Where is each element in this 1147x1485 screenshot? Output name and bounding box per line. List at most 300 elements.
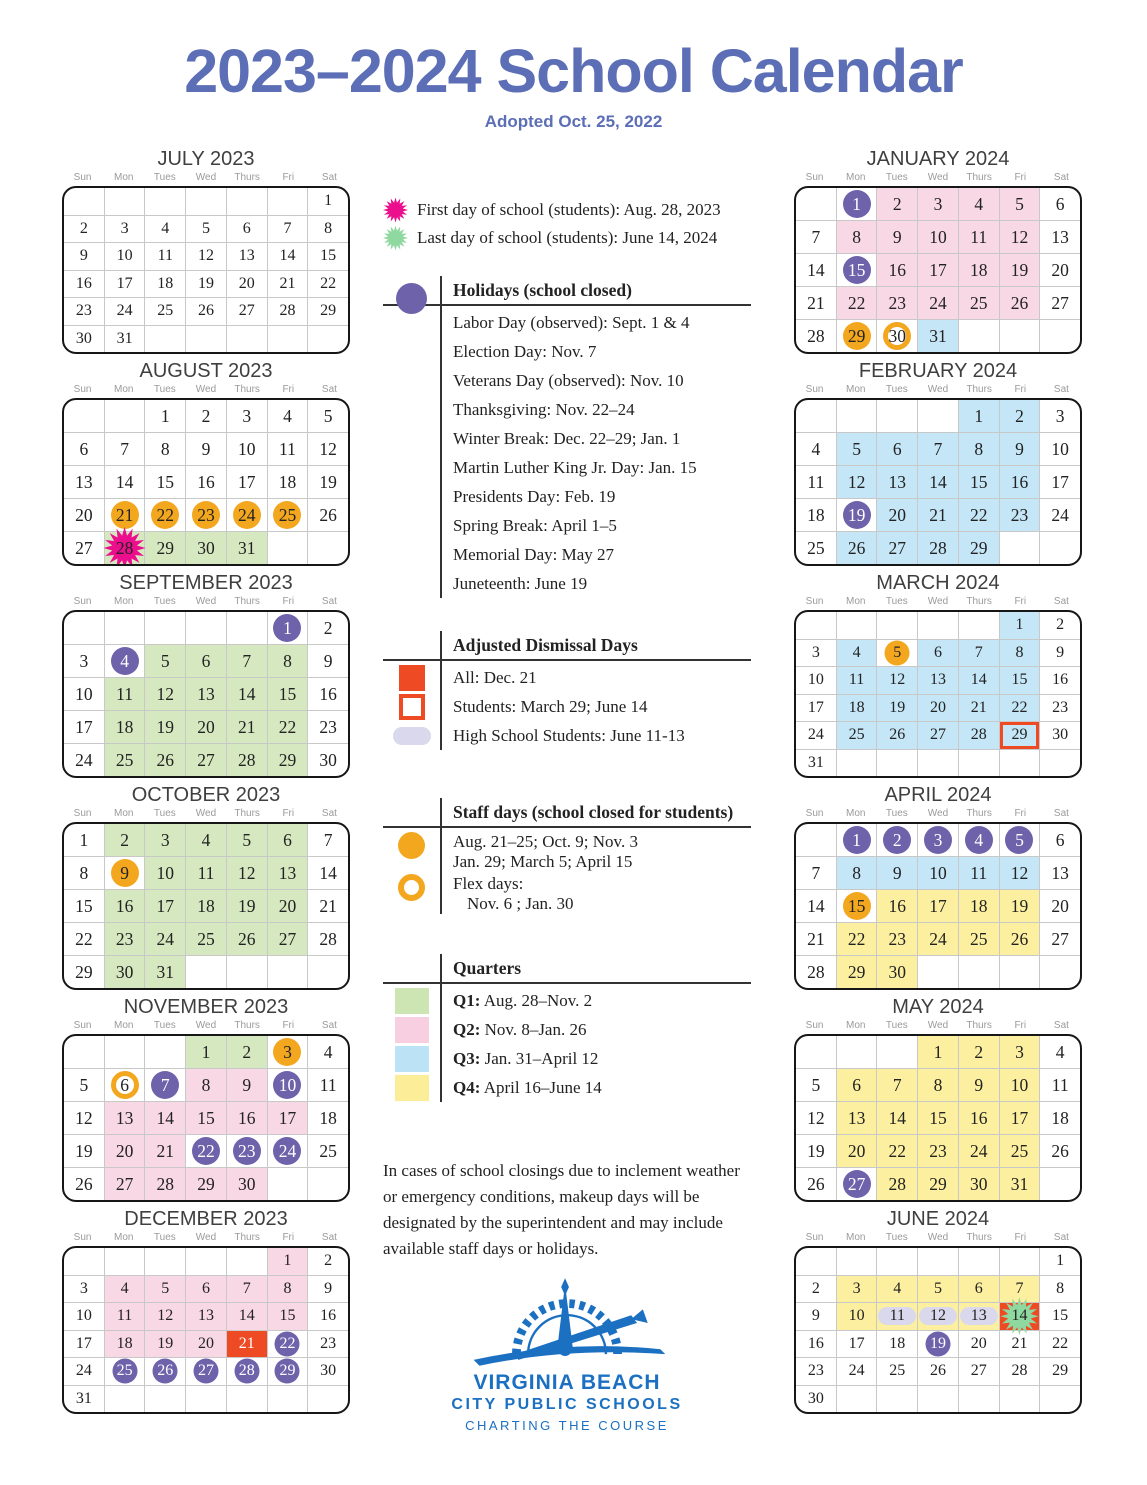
day-number: 8 (324, 219, 333, 237)
day-cell (999, 1102, 1040, 1134)
day-number: 27 (847, 1173, 866, 1194)
week-row (64, 215, 348, 243)
weekday-label: Thurs (234, 384, 260, 395)
day-cell (144, 1135, 185, 1167)
day-cell (836, 254, 877, 286)
weekday-label: Sat (1053, 172, 1069, 183)
legend-column (383, 196, 751, 1435)
month-title: FEBRUARY 2024 (858, 360, 1018, 382)
day-cell (267, 956, 308, 988)
day-number: 17 (929, 259, 947, 280)
day-cell (64, 612, 104, 644)
day-number: 22 (278, 716, 297, 737)
day-cell (144, 400, 185, 432)
day-cell (185, 1135, 226, 1167)
day-cell (144, 1276, 185, 1303)
day-number: 18 (969, 259, 988, 280)
day-cell (917, 320, 958, 352)
day-cell (144, 216, 185, 243)
day-cell (307, 271, 348, 298)
week-row (796, 498, 1080, 531)
day-number: 27 (970, 1362, 987, 1380)
day-cell (267, 678, 308, 710)
section-vertical-rule (440, 954, 442, 1102)
day-cell (267, 466, 308, 498)
day-cell (267, 1248, 308, 1275)
day-number: 20 (1051, 895, 1069, 916)
week-row (796, 666, 1080, 694)
day-number: 1 (324, 192, 333, 210)
day-cell (796, 400, 836, 432)
day-cell (917, 466, 958, 498)
day-number: 17 (1010, 1107, 1029, 1128)
day-cell (958, 1135, 999, 1167)
day-number: 9 (974, 1074, 984, 1095)
day-number: 14 (1011, 1307, 1028, 1325)
day-cell (836, 466, 877, 498)
day-number: 25 (115, 749, 134, 770)
day-cell (104, 1276, 145, 1303)
day-number: 4 (323, 1041, 333, 1062)
day-cell (876, 956, 917, 988)
day-cell (999, 1135, 1040, 1167)
weekday-label: Sun (805, 596, 824, 607)
day-cell (999, 824, 1040, 856)
day-cell (796, 667, 836, 694)
day-number: 18 (278, 471, 297, 492)
day-number: 3 (160, 829, 170, 850)
weekday-label: Mon (113, 596, 134, 607)
day-cell (836, 1303, 877, 1330)
day-number: 13 (238, 247, 255, 265)
day-cell (917, 1331, 958, 1358)
day-cell (958, 433, 999, 465)
weekday-label: Wed (927, 384, 949, 395)
weekday-label: Sun (73, 808, 92, 819)
day-number: 6 (120, 1074, 129, 1095)
day-number: 17 (929, 895, 947, 916)
holiday-item-label: Spring Break: April 1–5 (453, 515, 617, 535)
day-cell (796, 640, 836, 667)
week-row (796, 889, 1080, 922)
quarter-label: Q1: Aug. 28–Nov. 2 (453, 990, 593, 1010)
day-number: 4 (201, 829, 211, 850)
day-number: 14 (807, 895, 825, 916)
day-number: 22 (156, 504, 175, 525)
day-cell (144, 326, 185, 353)
day-number: 14 (238, 1307, 255, 1325)
day-cell (64, 1331, 104, 1358)
week-row (64, 270, 348, 298)
day-number: 28 (237, 749, 256, 770)
adjusted-dismissal-all-square-icon (399, 665, 425, 691)
adjusted-dismissal-header: Adjusted Dismissal Days (453, 634, 638, 655)
day-cell (104, 1303, 145, 1330)
flex-days-label: Flex days: (453, 874, 524, 893)
day-cell (796, 722, 836, 749)
day-number: 11 (157, 247, 173, 265)
day-number: 1 (1056, 1252, 1065, 1270)
month-grid (794, 822, 1082, 990)
day-number: 24 (807, 726, 824, 744)
day-number: 16 (1052, 671, 1069, 689)
day-cell (267, 824, 308, 856)
day-cell (836, 1386, 877, 1413)
day-cell (64, 711, 104, 743)
day-cell (226, 433, 267, 465)
day-cell (104, 824, 145, 856)
weekday-label: Mon (845, 1020, 866, 1031)
day-cell (876, 824, 917, 856)
day-number: 4 (852, 643, 861, 661)
month-may-2024 (794, 996, 1082, 1208)
week-row (64, 824, 348, 856)
day-number: 14 (156, 1107, 175, 1128)
weekday-label: Sat (1053, 1232, 1069, 1243)
day-number: 24 (929, 928, 947, 949)
day-cell (144, 923, 185, 955)
day-cell (104, 466, 145, 498)
day-cell (185, 433, 226, 465)
day-number: 9 (79, 247, 88, 265)
day-number: 3 (242, 405, 252, 426)
day-cell (1039, 890, 1080, 922)
weekday-label: Fri (282, 172, 295, 183)
day-cell (185, 271, 226, 298)
day-cell (144, 1331, 185, 1358)
month-title: JANUARY 2024 (866, 148, 1010, 170)
day-number: 7 (283, 219, 292, 237)
day-cell (999, 1331, 1040, 1358)
day-number: 1 (160, 405, 170, 426)
day-cell (836, 400, 877, 432)
weekday-label: Fri (1014, 1232, 1027, 1243)
day-cell (876, 1331, 917, 1358)
day-cell (226, 466, 267, 498)
holiday-item (383, 366, 751, 395)
day-number: 24 (156, 928, 175, 949)
weekday-label: Wed (195, 384, 217, 395)
day-cell (267, 1331, 308, 1358)
day-cell (958, 923, 999, 955)
day-cell (144, 243, 185, 270)
day-number: 19 (319, 471, 337, 492)
weekday-label: Mon (113, 172, 134, 183)
day-cell (917, 221, 958, 253)
week-row (796, 1330, 1080, 1358)
day-cell (836, 890, 877, 922)
day-cell (1039, 640, 1080, 667)
last-day-legend (383, 224, 751, 252)
day-cell (958, 1358, 999, 1385)
day-cell (64, 1135, 104, 1167)
day-cell (917, 857, 958, 889)
day-number: 30 (888, 325, 907, 346)
day-cell (917, 890, 958, 922)
day-number: 29 (197, 1173, 215, 1194)
day-cell (917, 722, 958, 749)
day-number: 29 (929, 1173, 947, 1194)
day-cell (876, 612, 917, 639)
day-cell (185, 711, 226, 743)
day-cell (1039, 750, 1080, 777)
hs-students-pill-icon (393, 727, 431, 745)
day-cell (185, 326, 226, 353)
day-cell (144, 1102, 185, 1134)
day-number: 10 (929, 862, 947, 883)
day-cell (999, 221, 1040, 253)
day-cell (958, 1248, 999, 1275)
day-cell (836, 956, 877, 988)
day-cell (185, 466, 226, 498)
day-number: 6 (283, 829, 292, 850)
day-number: 22 (847, 292, 866, 313)
day-number: 3 (79, 1279, 88, 1297)
day-cell (958, 499, 999, 531)
day-cell (999, 667, 1040, 694)
day-cell (267, 243, 308, 270)
weekday-label: Tues (153, 596, 176, 607)
day-number: 15 (1011, 671, 1028, 689)
weekday-label: Thurs (966, 1020, 992, 1031)
day-cell (267, 400, 308, 432)
day-cell (104, 216, 145, 243)
day-cell (917, 956, 958, 988)
day-number: 20 (1051, 259, 1069, 280)
weekday-label: Sun (805, 384, 824, 395)
day-cell (185, 923, 226, 955)
day-number: 2 (811, 1279, 820, 1297)
day-number: 29 (969, 537, 988, 558)
week-row (796, 1036, 1080, 1068)
day-cell (104, 744, 145, 776)
weekday-label: Thurs (234, 1020, 260, 1031)
day-cell (226, 1135, 267, 1167)
day-number: 27 (115, 1173, 134, 1194)
day-number: 8 (852, 226, 861, 247)
day-cell (1039, 857, 1080, 889)
day-number: 27 (198, 1362, 215, 1380)
day-number: 15 (1052, 1307, 1069, 1325)
day-cell (999, 956, 1040, 988)
day-number: 17 (1051, 471, 1069, 492)
day-cell (144, 1248, 185, 1275)
day-number: 11 (279, 438, 296, 459)
day-number: 12 (1010, 862, 1029, 883)
day-cell (796, 1168, 836, 1200)
day-number: 2 (201, 405, 211, 426)
week-row (796, 1068, 1080, 1101)
day-cell (958, 1168, 999, 1200)
day-cell (917, 1358, 958, 1385)
day-cell (226, 499, 267, 531)
day-number: 7 (892, 1074, 902, 1095)
weekday-label: Mon (845, 596, 866, 607)
day-cell (144, 466, 185, 498)
day-cell (267, 1036, 308, 1068)
day-cell (999, 1386, 1040, 1413)
day-number: 21 (115, 504, 134, 525)
day-cell (796, 1358, 836, 1385)
day-number: 17 (75, 716, 93, 737)
day-cell (876, 890, 917, 922)
day-number: 11 (116, 683, 133, 704)
weekday-label: Fri (282, 1020, 295, 1031)
day-number: 14 (929, 471, 947, 492)
day-cell (958, 1386, 999, 1413)
day-number: 28 (279, 302, 296, 320)
weekday-label: Thurs (234, 1232, 260, 1243)
week-row (64, 242, 348, 270)
day-number: 18 (807, 504, 825, 525)
day-cell (226, 1248, 267, 1275)
day-number: 19 (156, 716, 175, 737)
staff-days-section (383, 798, 751, 914)
day-cell (64, 271, 104, 298)
day-cell (1039, 1069, 1080, 1101)
week-row (796, 286, 1080, 319)
day-cell (836, 320, 877, 352)
day-number: 25 (197, 928, 215, 949)
day-number: 13 (115, 1107, 134, 1128)
week-row (64, 612, 348, 644)
day-number: 9 (120, 862, 129, 883)
day-cell (917, 400, 958, 432)
day-number: 30 (237, 1173, 256, 1194)
day-cell (267, 433, 308, 465)
day-number: 10 (929, 226, 947, 247)
day-number: 27 (238, 302, 255, 320)
day-cell (836, 1276, 877, 1303)
day-cell (836, 923, 877, 955)
inclement-weather-note: In cases of school closings due to inclement weather or emergency conditions, makeup days will be designated by the superintendent and may include available staff days or holidays. (383, 1161, 740, 1258)
day-number: 10 (1010, 1074, 1029, 1095)
day-cell (876, 287, 917, 319)
day-number: 13 (888, 471, 907, 492)
weekday-header (62, 594, 350, 609)
day-cell (958, 695, 999, 722)
day-cell (104, 1386, 145, 1413)
day-cell (226, 645, 267, 677)
week-row (64, 856, 348, 889)
adjusted-dismissal-label: Students: March 29; June 14 (453, 696, 648, 716)
day-cell (796, 433, 836, 465)
day-number: 27 (1051, 928, 1069, 949)
day-number: 8 (852, 862, 861, 883)
day-number: 27 (197, 749, 215, 770)
weekday-header (62, 806, 350, 821)
day-number: 12 (198, 247, 215, 265)
day-cell (917, 1069, 958, 1101)
day-number: 15 (929, 1107, 947, 1128)
day-number: 1 (852, 829, 861, 850)
month-july-2023 (62, 148, 350, 360)
holiday-item-label: Memorial Day: May 27 (453, 544, 614, 564)
day-number: 1 (201, 1041, 211, 1062)
day-cell (1039, 923, 1080, 955)
day-number: 17 (156, 895, 175, 916)
weekday-label: Mon (113, 1020, 134, 1031)
week-row (796, 1167, 1080, 1200)
day-cell (104, 243, 145, 270)
day-cell (1039, 466, 1080, 498)
day-cell (104, 433, 145, 465)
day-number: 9 (242, 1074, 252, 1095)
day-number: 6 (79, 438, 89, 459)
month-grid (62, 398, 350, 566)
day-number: 20 (278, 895, 297, 916)
day-number: 22 (320, 274, 337, 292)
day-cell (796, 188, 836, 220)
day-cell (104, 678, 145, 710)
day-cell (958, 532, 999, 564)
day-number: 7 (242, 1279, 251, 1297)
day-number: 23 (237, 1140, 256, 1161)
day-cell (226, 956, 267, 988)
adjusted-dismissal-item (383, 721, 751, 750)
day-number: 16 (75, 274, 92, 292)
day-cell (836, 1248, 877, 1275)
weekday-label: Mon (845, 384, 866, 395)
weekday-label: Tues (153, 1232, 176, 1243)
day-cell (185, 744, 226, 776)
day-cell (226, 1036, 267, 1068)
day-cell (999, 320, 1040, 352)
day-cell (876, 695, 917, 722)
day-cell (267, 188, 308, 215)
day-cell (917, 287, 958, 319)
day-number: 25 (807, 537, 825, 558)
day-cell (144, 711, 185, 743)
weekday-header (794, 1230, 1082, 1245)
day-number: 3 (811, 643, 820, 661)
day-cell (104, 956, 145, 988)
day-cell (796, 1386, 836, 1413)
day-cell (1039, 824, 1080, 856)
day-cell (999, 750, 1040, 777)
day-cell (1039, 1102, 1080, 1134)
day-number: 16 (888, 259, 907, 280)
day-cell (836, 1135, 877, 1167)
day-cell (185, 216, 226, 243)
day-number: 19 (157, 1334, 174, 1352)
week-row (796, 1275, 1080, 1303)
day-number: 1 (852, 193, 861, 214)
day-number: 2 (324, 1252, 333, 1270)
adjusted-dismissal-item (383, 663, 751, 692)
day-number: 14 (970, 671, 987, 689)
day-cell (267, 1276, 308, 1303)
day-cell (307, 1248, 348, 1275)
day-number: 16 (1010, 471, 1029, 492)
day-cell (64, 824, 104, 856)
day-number: 4 (974, 829, 984, 850)
day-cell (307, 532, 348, 564)
day-cell (64, 298, 104, 325)
weekday-label: Tues (885, 172, 908, 183)
day-cell (1039, 188, 1080, 220)
day-cell (836, 532, 877, 564)
weekday-label: Thurs (966, 808, 992, 819)
day-cell (64, 1358, 104, 1385)
day-number: 21 (237, 716, 256, 737)
day-cell (999, 1248, 1040, 1275)
day-cell (917, 1102, 958, 1134)
day-number: 10 (156, 862, 175, 883)
day-number: 16 (807, 1334, 824, 1352)
day-number: 24 (969, 1140, 988, 1161)
day-cell (307, 466, 348, 498)
